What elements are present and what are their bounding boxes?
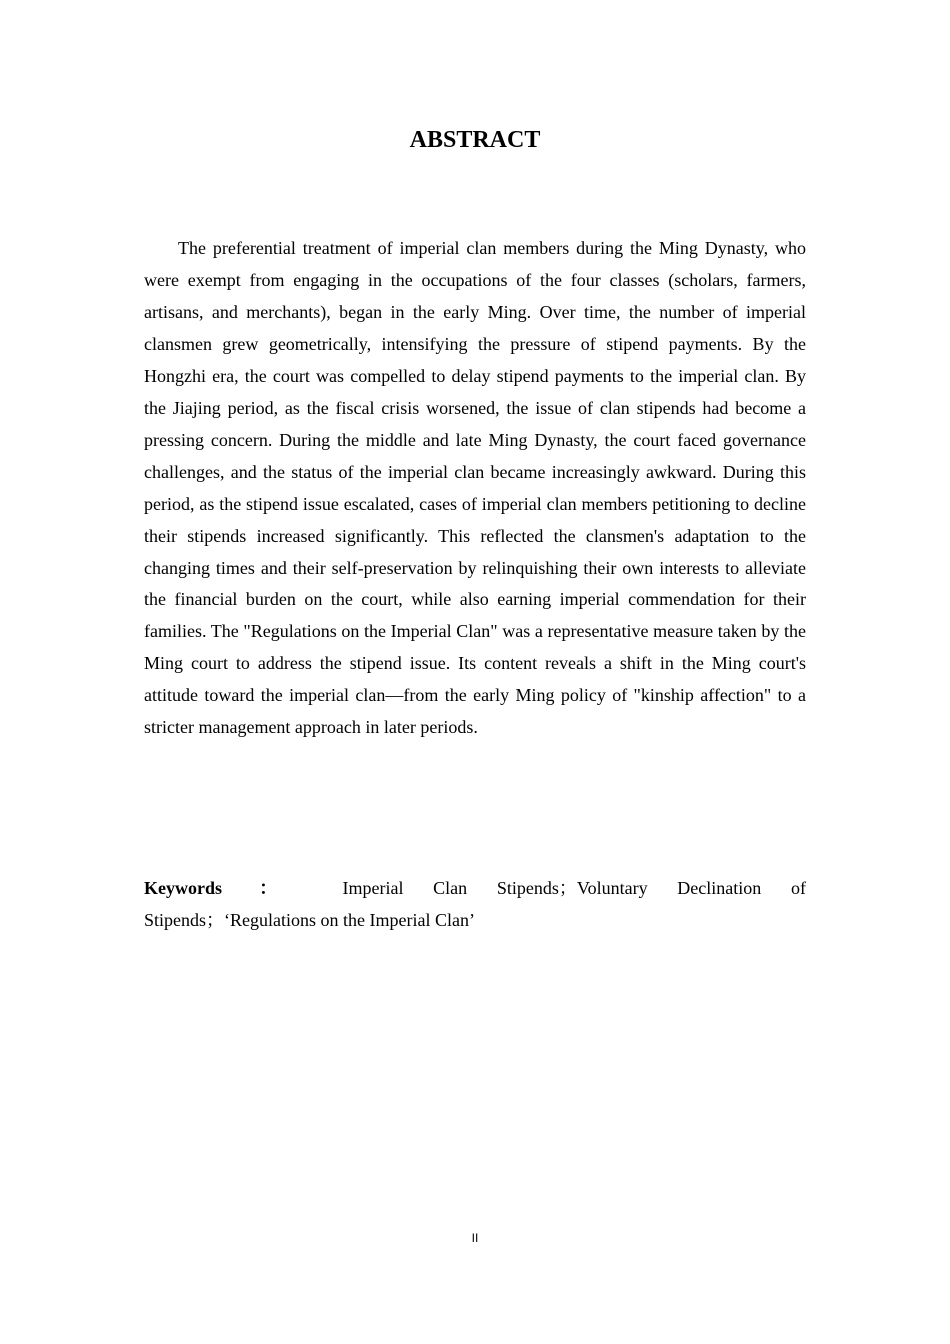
keywords-colon: ：: [234, 878, 303, 898]
keywords-label: Keywords: [144, 878, 222, 898]
page-title: ABSTRACT: [409, 127, 541, 153]
keywords-text: Imperial Clan Stipends；Voluntary Declination of Stipends；‘Regulations on the Imperial Clan’: [144, 878, 806, 930]
page-number: II: [471, 1231, 479, 1245]
abstract-paragraph: The preferential treatment of imperial clan members during the Ming Dynasty, who were exempt from engaging in the occupations of the four classes (scholars, farmers, artisans, and merchants), began in the early Ming. Over time, the number of imperial clansmen grew geometrically, intensifying the pressure of stipend payments. By the Hongzhi era, the court was compelled to delay stipend payments to the imperial clan. By the Jiajing period, as the fiscal crisis worsened, the issue of clan stipends had become a pressing concern. During the middle and late Ming Dynasty, the court faced governance challenges, and the status of the imperial clan became increasingly awkward. During this period, as the stipend issue escalated, cases of imperial clan members petitioning to decline their stipends increased significantly. This reflected the clansmen's adaptation to the changing times and their self-preservation by relinquishing their own interests to alleviate the financial burden on the court, while also earning imperial commendation for their families. The "Regulations on the Imperial Clan" was a representative measure taken by the Ming court to address the stipend issue. Its content reveals a shift in the Ming court's attitude toward the imperial clan—from the early Ming policy of "kinship affection" to a stricter management approach in later periods.: [144, 238, 806, 738]
keywords-line: [144, 872, 806, 936]
